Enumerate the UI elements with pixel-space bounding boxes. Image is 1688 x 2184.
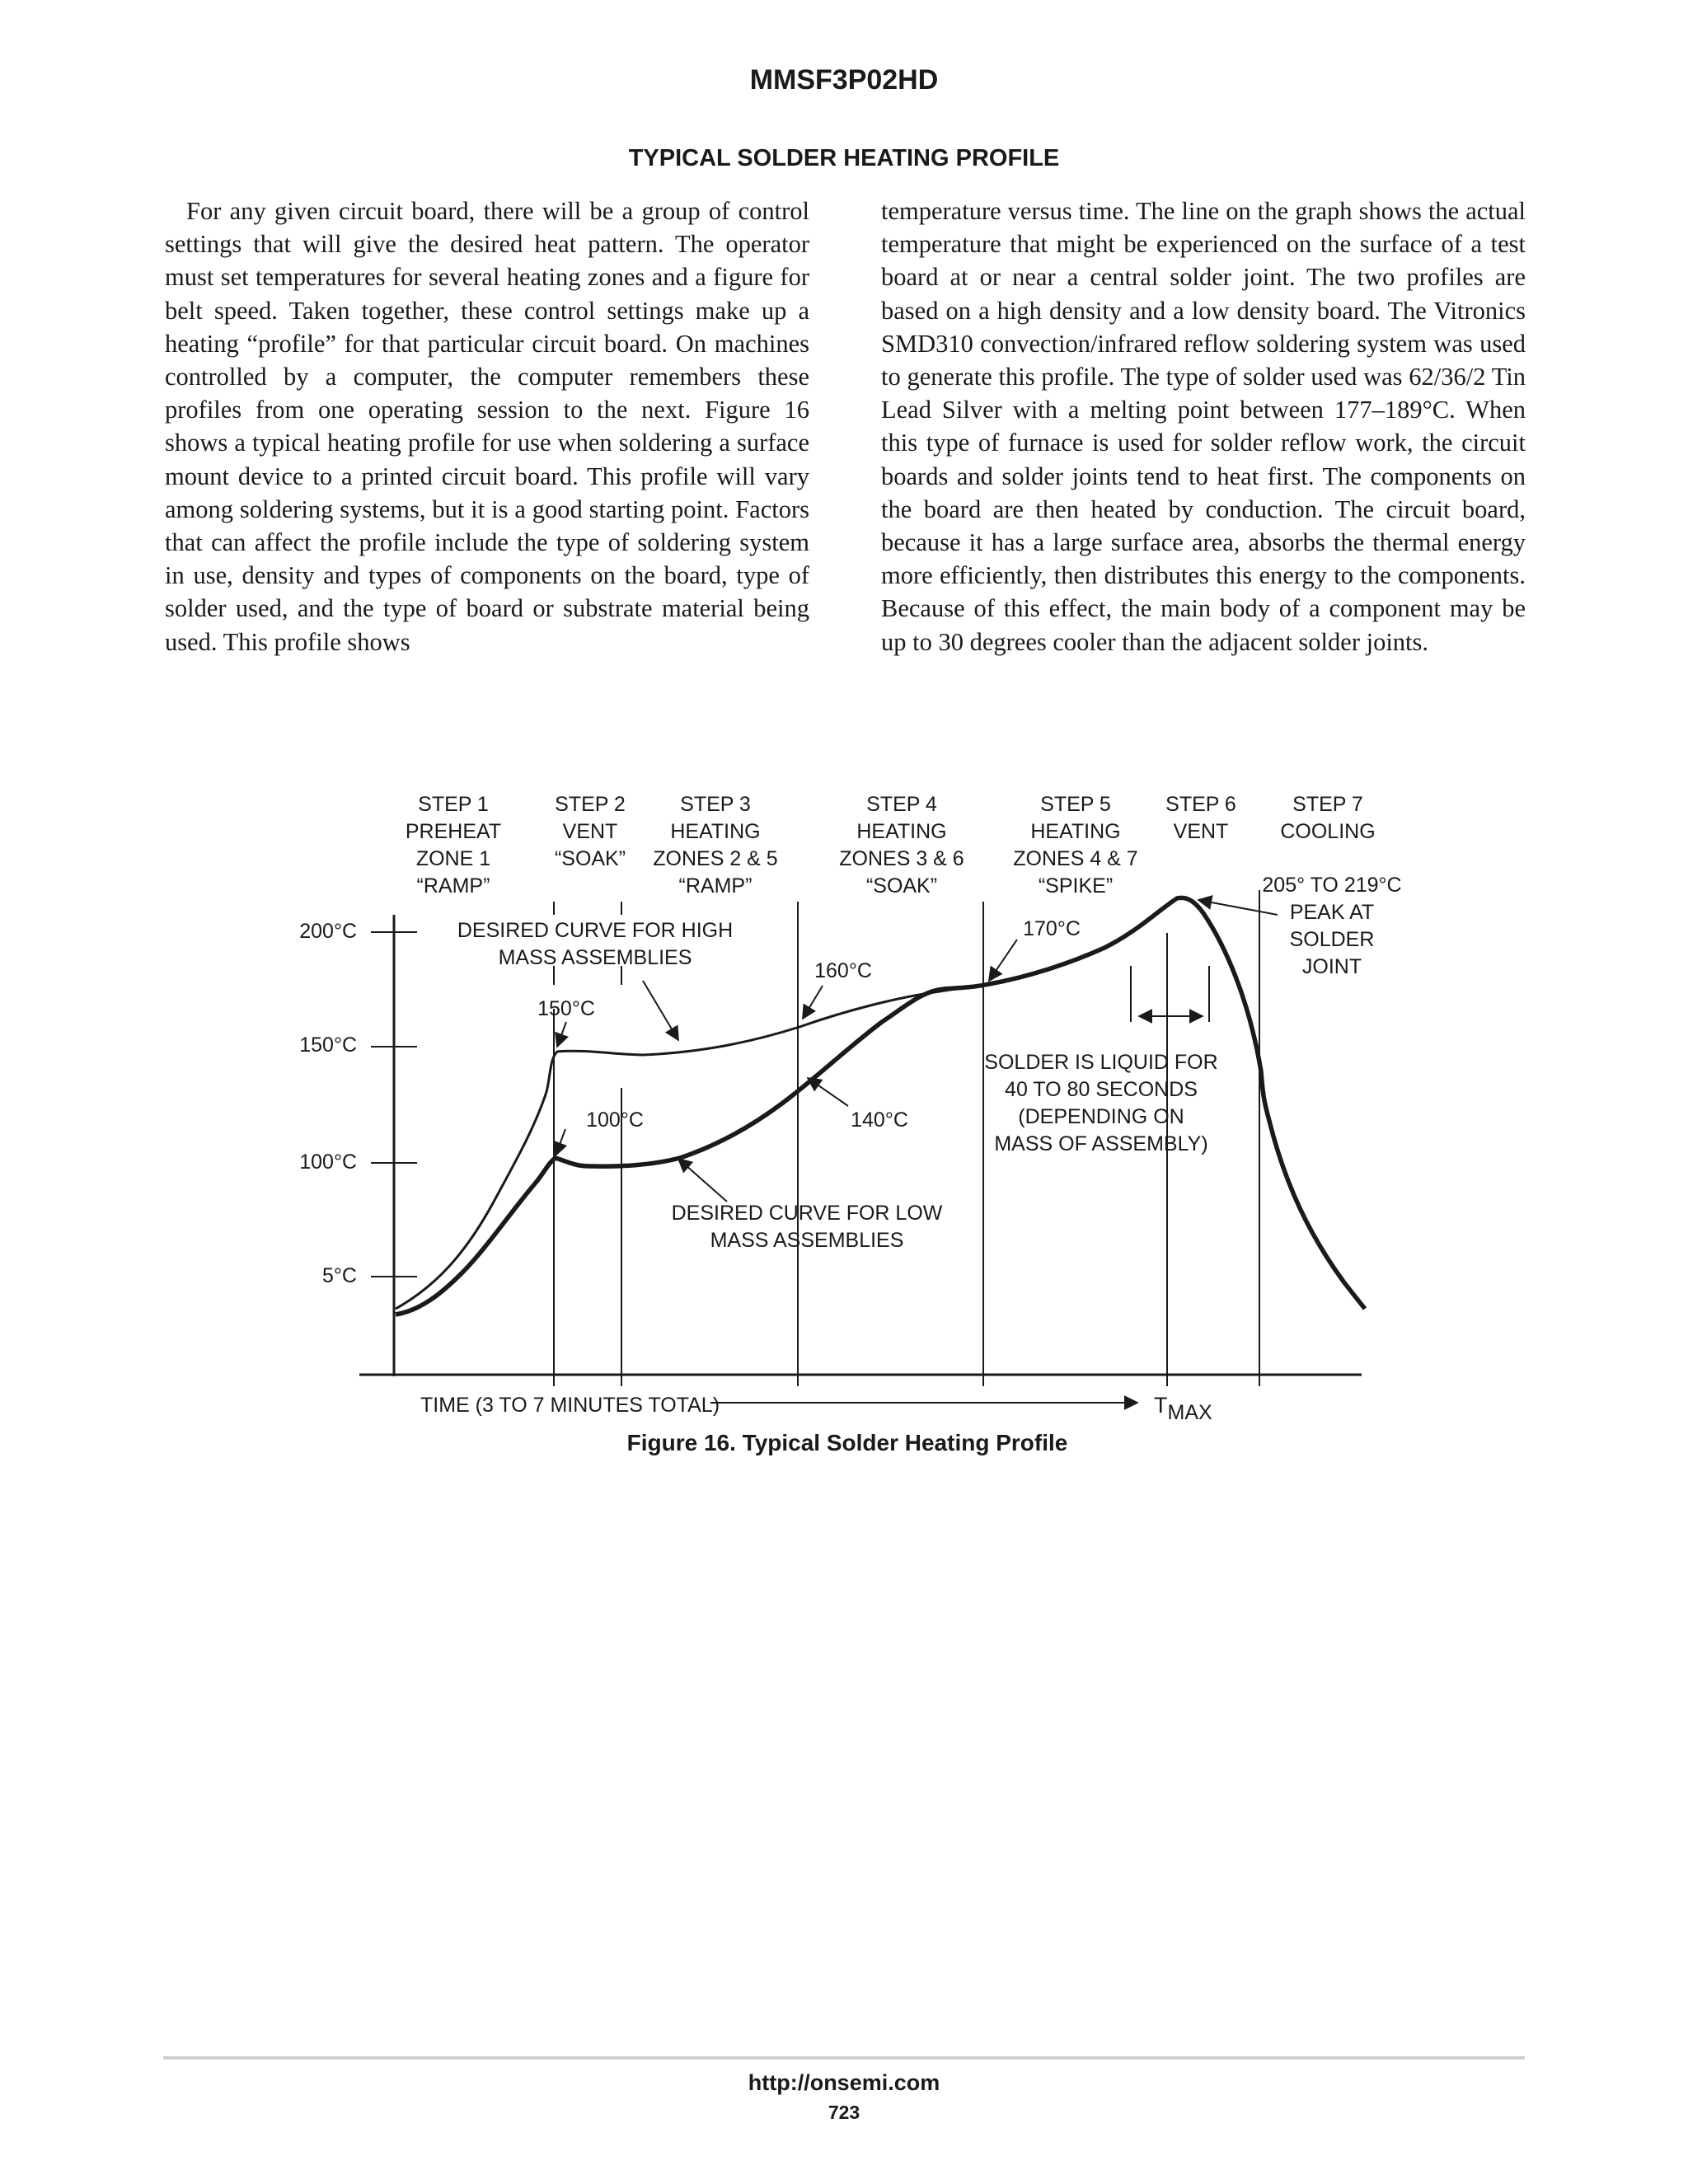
document-title: MMSF3P02HD [749, 64, 939, 96]
step-labels [406, 793, 1376, 898]
body-text-left-column: For any given circuit board, there will be a group of control settings that will give the desired heat pattern. The operator must set temperatures for several heating zones and a figure for belt speed. Taken together, these control settings make up a heating “profile” for that particular circuit board. On machines controlled by a computer, the computer remembers these profiles from one operating session to the next. Figure 16 shows a typical heating profile for use when soldering a surface mount device to a printed circuit board. This profile will vary among soldering systems, but it is a good starting point. Factors that can affect the profile include the type of soldering system in use, density and types of components on the board, type of solder used, and the type of board or substrate material being used. This profile shows [165, 197, 809, 656]
step-1-line-3: ZONE 1 [415, 847, 491, 870]
y-tick-100: 100°C [299, 1151, 357, 1174]
step-3-line-4: “RAMP” [678, 874, 753, 898]
figure-caption: Figure 16. Typical Solder Heating Profile [626, 1430, 1068, 1455]
label-100c-arrow [556, 1129, 565, 1155]
low-mass-label-line-1: DESIRED CURVE FOR LOW [671, 1202, 943, 1225]
high-mass-label-line-2: MASS ASSEMBLIES [498, 946, 692, 969]
step-1-line-2: PREHEAT [405, 820, 502, 843]
y-tick-5: 5°C [322, 1264, 357, 1287]
low-mass-label-line-2: MASS ASSEMBLIES [710, 1229, 904, 1252]
label-160c-arrow [803, 986, 823, 1019]
step-3-line-1: STEP 3 [680, 793, 751, 816]
tmax-label: TMAX [1154, 1393, 1212, 1424]
footer-url: http://onsemi.com [748, 2070, 940, 2095]
step-1-line-4: “RAMP” [416, 874, 490, 898]
peak-label-line-3: SOLDER [1289, 928, 1375, 951]
heating-profile-diagram [272, 775, 1459, 1483]
step-5-line-2: HEATING [1030, 820, 1121, 843]
solder-heating-profile-figure [272, 775, 1459, 1483]
axes [359, 915, 1362, 1376]
step-6-line-1: STEP 6 [1165, 793, 1236, 816]
body-text-right-column: temperature versus time. The line on the graph shows the actual temperature that might be experienced on the surface of a test board at or near a central solder joint. The two profiles are based on a high density and a low density board. The Vitronics SMD310 convection/infrared reflow soldering system was used to generate this profile. The type of solder used was 62/36/2 Tin Lead Silver with a melting point between 177–189°C. When this type of furnace is used for solder reflow work, the circuit boards and solder joints tend to heat first. The components on the board are then heated by conduction. The circuit board, because it has a large surface area, absorbs the thermal energy more efficiently, then distributes this energy to the components. Because of this effect, the main body of a component may be up to 30 degrees cooler than the adjacent solder joints. [881, 197, 1526, 656]
step-5-line-1: STEP 5 [1040, 793, 1111, 816]
step-4-line-4: “SOAK” [865, 874, 938, 898]
step-4-line-3: ZONES 3 & 6 [839, 847, 964, 870]
peak-label-line-1: 205° TO 219°C [1262, 874, 1402, 897]
x-axis-label: TIME (3 TO 7 MINUTES TOTAL) [420, 1394, 720, 1417]
label-170c-arrow [989, 940, 1017, 981]
step-7-line-2: COOLING [1280, 820, 1376, 843]
step-3-line-3: ZONES 2 & 5 [653, 847, 778, 870]
label-160c: 160°C [814, 959, 872, 982]
peak-label-arrow [1198, 900, 1278, 915]
step-1-line-1: STEP 1 [418, 793, 489, 816]
label-150c-arrow [557, 1022, 566, 1047]
y-axis-tick-labels [299, 920, 357, 1287]
step-2-line-3: “SOAK” [554, 847, 626, 870]
step-7-line-1: STEP 7 [1292, 793, 1363, 816]
step-4-line-1: STEP 4 [866, 793, 937, 816]
peak-label-line-4: JOINT [1301, 955, 1362, 978]
step-6-line-2: VENT [1173, 820, 1229, 843]
liquid-label-line-3: (DEPENDING ON [1018, 1105, 1184, 1128]
liquid-label-line-2: 40 TO 80 SECONDS [1005, 1078, 1198, 1101]
step-5-line-4: “SPIKE” [1038, 874, 1114, 898]
step-3-line-2: HEATING [670, 820, 761, 843]
peak-label-line-2: PEAK AT [1289, 901, 1375, 924]
page-number: 723 [828, 2102, 860, 2123]
step-5-line-3: ZONES 4 & 7 [1013, 847, 1138, 870]
section-title: TYPICAL SOLDER HEATING PROFILE [628, 145, 1060, 171]
footer-divider [163, 2056, 1525, 2060]
high-mass-label-line-1: DESIRED CURVE FOR HIGH [457, 919, 734, 942]
label-170c: 170°C [1023, 917, 1081, 940]
y-tick-200: 200°C [299, 920, 357, 943]
label-140c-arrow [808, 1078, 848, 1106]
label-150c: 150°C [537, 997, 595, 1020]
step-2-line-1: STEP 2 [555, 793, 626, 816]
step-2-line-2: VENT [562, 820, 618, 843]
label-100c: 100°C [586, 1108, 644, 1132]
high-mass-leader-arrow [643, 981, 678, 1040]
label-140c: 140°C [851, 1108, 908, 1132]
low-mass-leader-arrow [678, 1159, 727, 1202]
y-tick-150: 150°C [299, 1033, 357, 1057]
liquid-label-line-1: SOLDER IS LIQUID FOR [984, 1051, 1218, 1074]
liquid-label-line-4: MASS OF ASSEMBLY) [994, 1132, 1208, 1155]
step-4-line-2: HEATING [856, 820, 947, 843]
